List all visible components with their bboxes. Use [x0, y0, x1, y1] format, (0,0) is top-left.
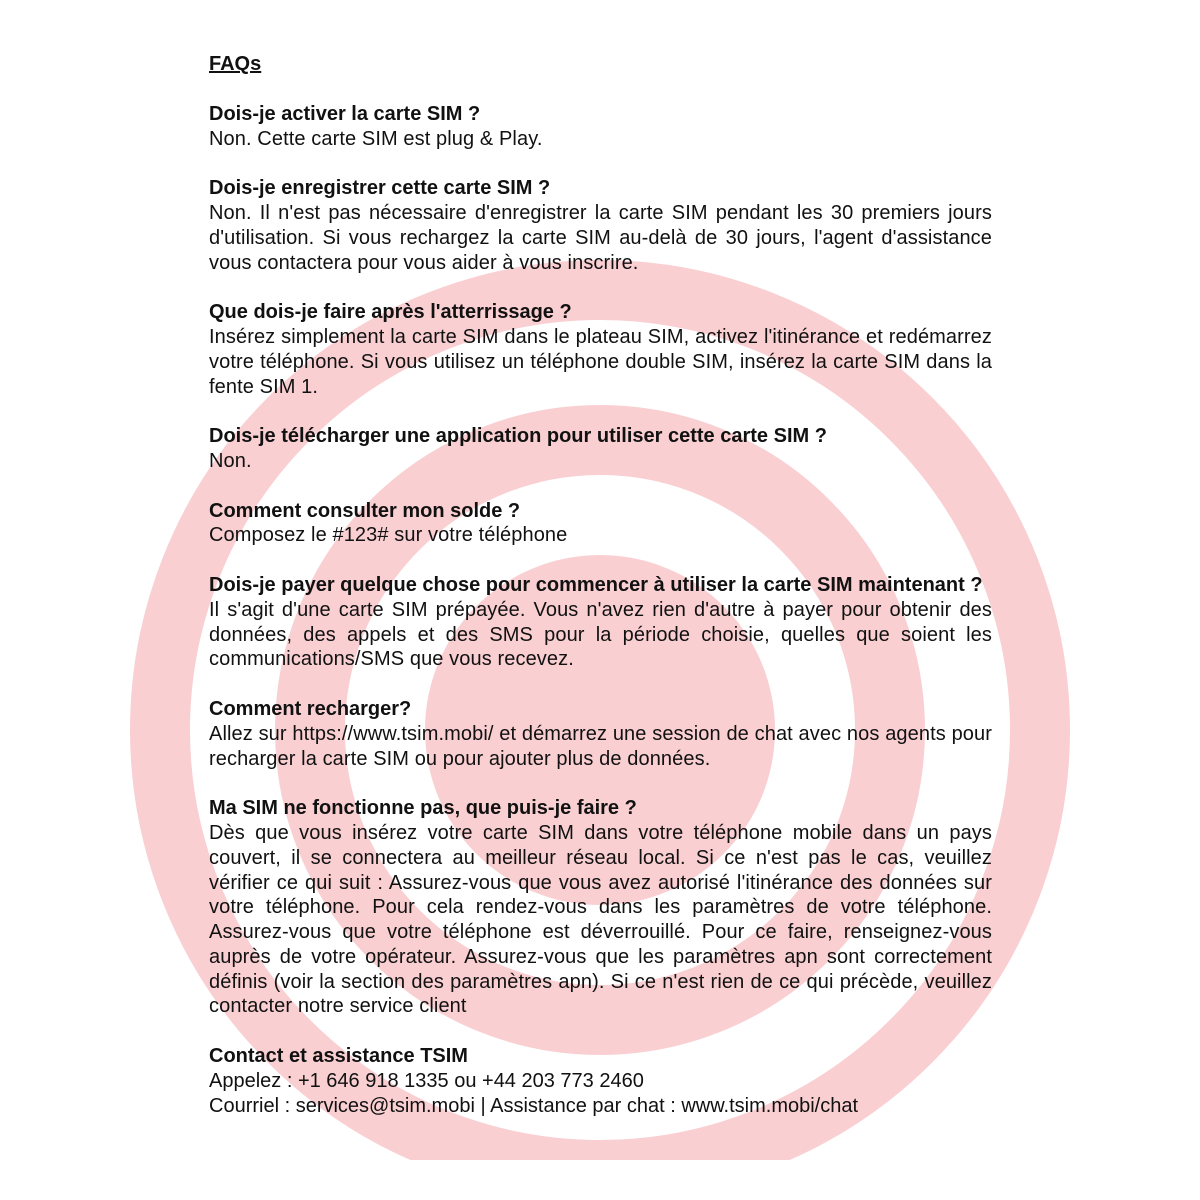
faq-answer: Non. Il n'est pas nécessaire d'enregistrer la carte SIM pendant les 30 premiers jours d'utilisation. Si vous rechargez la carte SIM au-delà de 30 jours, l'agent d'assistance vous contactera pour vous aider à vous inscrire. — [209, 201, 992, 274]
faq-question: Dois-je activer la carte SIM ? — [209, 102, 481, 125]
page-title: FAQs — [209, 53, 262, 75]
faq-item — [209, 796, 992, 1019]
faq-item — [209, 300, 992, 399]
contact-phone: Appelez : +1 646 918 1335 ou +44 203 773 2460 — [209, 1069, 644, 1092]
faq-answer: Non. — [209, 449, 252, 472]
faq-item — [209, 102, 992, 152]
faq-answer: Dès que vous insérez votre carte SIM dans votre téléphone mobile dans un pays couvert, il se connectera au meilleur réseau local. Si ce n'est pas le cas, veuillez vérifier ce qui suit : Assurez-vous que vous avez autorisé l'itinérance des données sur votre téléphone. Pour cela rendez-vous dans les paramètres de votre téléphone. Assurez-vous que votre téléphone est déverrouillé. Pour ce faire, renseignez-vous auprès de votre opérateur. Assurez-vous que les paramètres apn sont correctement définis (voir la section des paramètres apn). Si ce n'est rien de ce qui précède, veuillez contacter notre service client — [209, 821, 992, 1018]
faq-item — [209, 176, 992, 275]
faq-item — [209, 573, 992, 672]
faq-item — [209, 499, 992, 549]
contact-email-chat: Courriel : services@tsim.mobi | Assistance par chat : www.tsim.mobi/chat — [209, 1094, 859, 1117]
contact-section — [209, 1044, 992, 1118]
faq-question: Dois-je payer quelque chose pour commencer à utiliser la carte SIM maintenant ? — [209, 573, 983, 596]
faq-item — [209, 697, 992, 771]
faq-question: Que dois-je faire après l'atterrissage ? — [209, 301, 572, 324]
faq-question: Ma SIM ne fonctionne pas, que puis-je faire ? — [209, 797, 637, 820]
faq-item — [209, 424, 992, 474]
faq-question: Comment consulter mon solde ? — [209, 499, 521, 522]
faq-document — [209, 52, 992, 1143]
faq-question: Dois-je enregistrer cette carte SIM ? — [209, 177, 551, 200]
faq-answer: Insérez simplement la carte SIM dans le plateau SIM, activez l'itinérance et redémarrez votre téléphone. Si vous utilisez un téléphone double SIM, insérez la carte SIM dans la fente SIM 1. — [209, 325, 992, 398]
faq-answer: Composez le #123# sur votre téléphone — [209, 524, 568, 547]
faq-answer: Allez sur https://www.tsim.mobi/ et démarrez une session de chat avec nos agents pour recharger la carte SIM ou pour ajouter plus de données. — [209, 722, 992, 770]
faq-question: Comment recharger? — [209, 697, 412, 720]
faq-question: Dois-je télécharger une application pour utiliser cette carte SIM ? — [209, 425, 827, 448]
faq-answer: Il s'agit d'une carte SIM prépayée. Vous n'avez rien d'autre à payer pour obtenir des données, des appels et des SMS pour la période choisie, quelles que soient les communications/SMS que vous recevez. — [209, 598, 992, 671]
faq-answer: Non. Cette carte SIM est plug & Play. — [209, 127, 543, 150]
contact-title: Contact et assistance TSIM — [209, 1045, 468, 1068]
